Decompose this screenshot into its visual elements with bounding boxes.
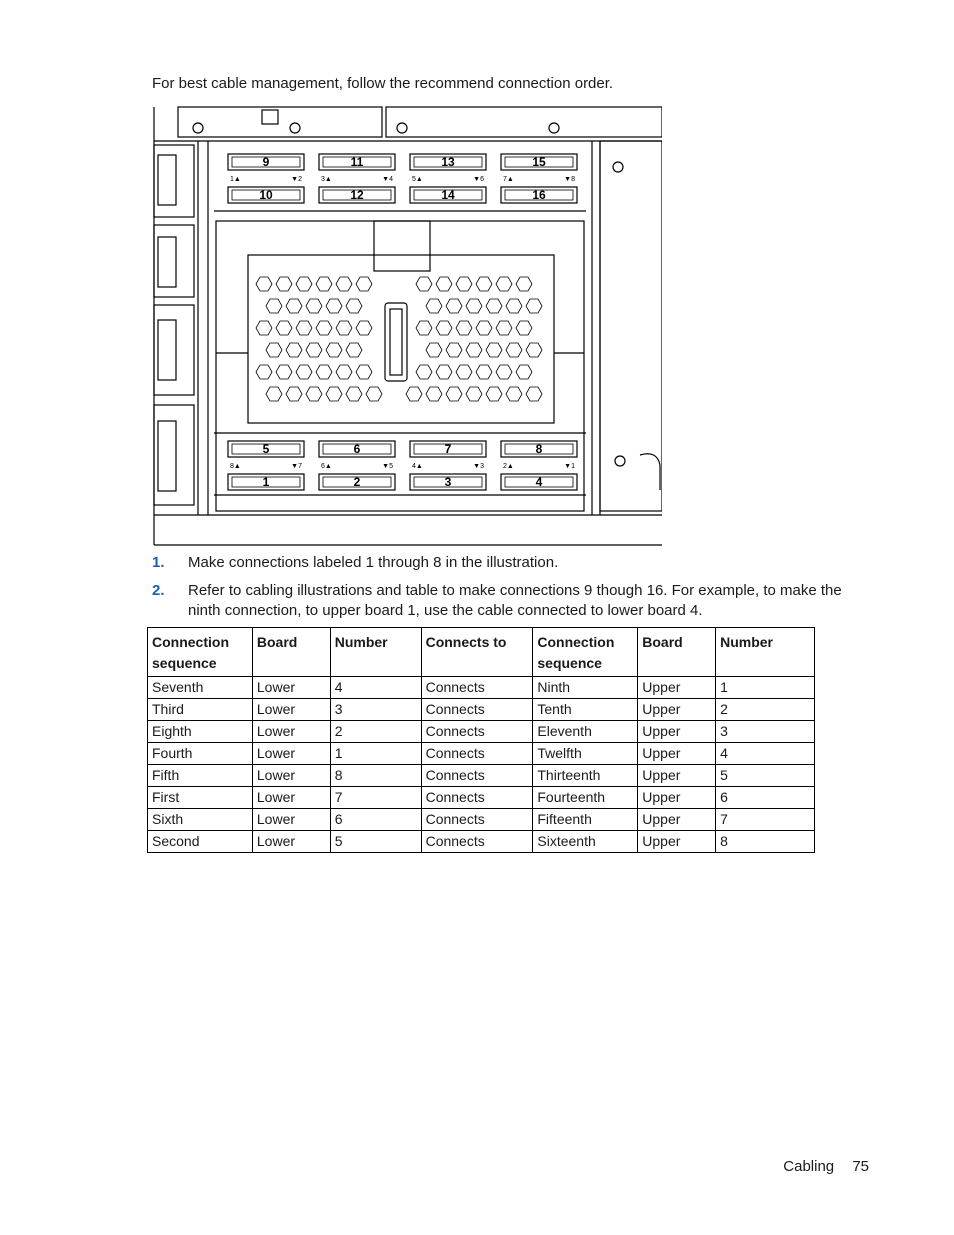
connection-table	[147, 627, 815, 853]
table-cell: 8	[330, 765, 421, 787]
table-cell: Second	[148, 831, 253, 853]
table-cell: 5	[330, 831, 421, 853]
connector-label: 4	[535, 475, 543, 489]
table-cell: Lower	[252, 765, 330, 787]
table-cell: Upper	[638, 721, 716, 743]
table-cell: 5	[716, 765, 815, 787]
connector-mark-right: ▼1	[564, 463, 575, 470]
connector-mark-right: ▼7	[291, 463, 302, 470]
table-cell: Thirteenth	[533, 765, 638, 787]
table-cell: Upper	[638, 743, 716, 765]
column-header: Connection sequence	[533, 628, 638, 677]
table-header-row	[148, 628, 815, 677]
connector-label: 5	[262, 442, 270, 456]
table-cell: Lower	[252, 721, 330, 743]
table-cell: 1	[330, 743, 421, 765]
table-cell: 2	[330, 721, 421, 743]
table-cell: Lower	[252, 831, 330, 853]
connector-label: 2	[353, 475, 361, 489]
connector-mark-right: ▼6	[473, 176, 484, 183]
connector-mark-right: ▼5	[382, 463, 393, 470]
connector-label: 3	[444, 475, 452, 489]
table-cell: Lower	[252, 787, 330, 809]
step-text: Refer to cabling illustrations and table to make connections 9 though 16. For example, to make the ninth connection, to upper board 1, use the cable connected to lower board 4.	[188, 582, 842, 619]
table-cell: 7	[330, 787, 421, 809]
connector-label: 7	[444, 442, 452, 456]
connector-label: 6	[353, 442, 361, 456]
table-cell: Sixth	[148, 809, 253, 831]
table-row	[148, 765, 815, 787]
table-cell: Upper	[638, 831, 716, 853]
table-cell: Connects	[421, 787, 533, 809]
table-cell: Eighth	[148, 721, 253, 743]
cabling-illustration	[152, 105, 662, 547]
table-row	[148, 677, 815, 699]
table-cell: Connects	[421, 743, 533, 765]
connector-mark-left: 8▲	[230, 463, 241, 470]
table-row	[148, 743, 815, 765]
connector-label: 1	[262, 475, 270, 489]
table-cell: Connects	[421, 765, 533, 787]
table-cell: Fourteenth	[533, 787, 638, 809]
connector-label: 14	[441, 188, 455, 202]
column-header: Board	[638, 628, 716, 677]
step-text: Make connections labeled 1 through 8 in the illustration.	[188, 554, 559, 571]
table-cell: 3	[716, 721, 815, 743]
page-footer	[783, 1158, 869, 1175]
table-cell: Sixteenth	[533, 831, 638, 853]
connector-label: 13	[441, 155, 455, 169]
table-cell: Connects	[421, 831, 533, 853]
connector-mark-left: 5▲	[412, 176, 423, 183]
footer-section: Cabling	[783, 1158, 835, 1175]
table-cell: Seventh	[148, 677, 253, 699]
table-cell: Lower	[252, 699, 330, 721]
connector-mark-right: ▼3	[473, 463, 484, 470]
table-cell: Upper	[638, 787, 716, 809]
table-cell: 8	[716, 831, 815, 853]
table-cell: Connects	[421, 699, 533, 721]
column-header: Number	[716, 628, 815, 677]
table-cell: Eleventh	[533, 721, 638, 743]
table-cell: Third	[148, 699, 253, 721]
column-header: Connection sequence	[148, 628, 253, 677]
table-cell: Twelfth	[533, 743, 638, 765]
table-cell: Connects	[421, 809, 533, 831]
table-cell: First	[148, 787, 253, 809]
connector-label: 11	[350, 155, 364, 169]
intro-text: For best cable management, follow the recommend connection order.	[152, 75, 614, 92]
connector-label: 10	[259, 188, 273, 202]
table-cell: Upper	[638, 677, 716, 699]
table-cell: Upper	[638, 765, 716, 787]
step-number: 1.	[152, 554, 165, 571]
connector-label: 8	[535, 442, 543, 456]
column-header: Board	[252, 628, 330, 677]
connector-mark-left: 1▲	[230, 176, 241, 183]
table-cell: Connects	[421, 721, 533, 743]
table-cell: Connects	[421, 677, 533, 699]
connector-mark-right: ▼4	[382, 176, 393, 183]
step-item	[152, 581, 877, 621]
connector-mark-left: 2▲	[503, 463, 514, 470]
table-cell: Lower	[252, 743, 330, 765]
column-header: Connects to	[421, 628, 533, 677]
step-number: 2.	[152, 582, 165, 599]
instruction-steps	[152, 553, 877, 629]
connector-label: 16	[532, 188, 546, 202]
connector-mark-right: ▼8	[564, 176, 575, 183]
connector-mark-left: 4▲	[412, 463, 423, 470]
table-row	[148, 787, 815, 809]
connector-mark-left: 7▲	[503, 176, 514, 183]
connector-mark-left: 6▲	[321, 463, 332, 470]
table-cell: Lower	[252, 677, 330, 699]
table-cell: Lower	[252, 809, 330, 831]
table-cell: Fifth	[148, 765, 253, 787]
table-row	[148, 699, 815, 721]
table-cell: Fourth	[148, 743, 253, 765]
table-cell: 6	[716, 787, 815, 809]
table-cell: 7	[716, 809, 815, 831]
connector-label: 12	[350, 188, 364, 202]
page-number: 75	[852, 1158, 869, 1175]
step-item	[152, 553, 877, 573]
connector-mark-right: ▼2	[291, 176, 302, 183]
table-row	[148, 809, 815, 831]
table-cell: 4	[330, 677, 421, 699]
table-cell: Ninth	[533, 677, 638, 699]
table-row	[148, 721, 815, 743]
connector-label: 15	[532, 155, 546, 169]
table-cell: 4	[716, 743, 815, 765]
table-cell: Upper	[638, 699, 716, 721]
column-header: Number	[330, 628, 421, 677]
table-cell: 2	[716, 699, 815, 721]
table-cell: 3	[330, 699, 421, 721]
connector-mark-left: 3▲	[321, 176, 332, 183]
table-row	[148, 831, 815, 853]
table-cell: 6	[330, 809, 421, 831]
table-cell: Upper	[638, 809, 716, 831]
table-cell: 1	[716, 677, 815, 699]
connector-label: 9	[262, 155, 270, 169]
table-cell: Fifteenth	[533, 809, 638, 831]
table-cell: Tenth	[533, 699, 638, 721]
